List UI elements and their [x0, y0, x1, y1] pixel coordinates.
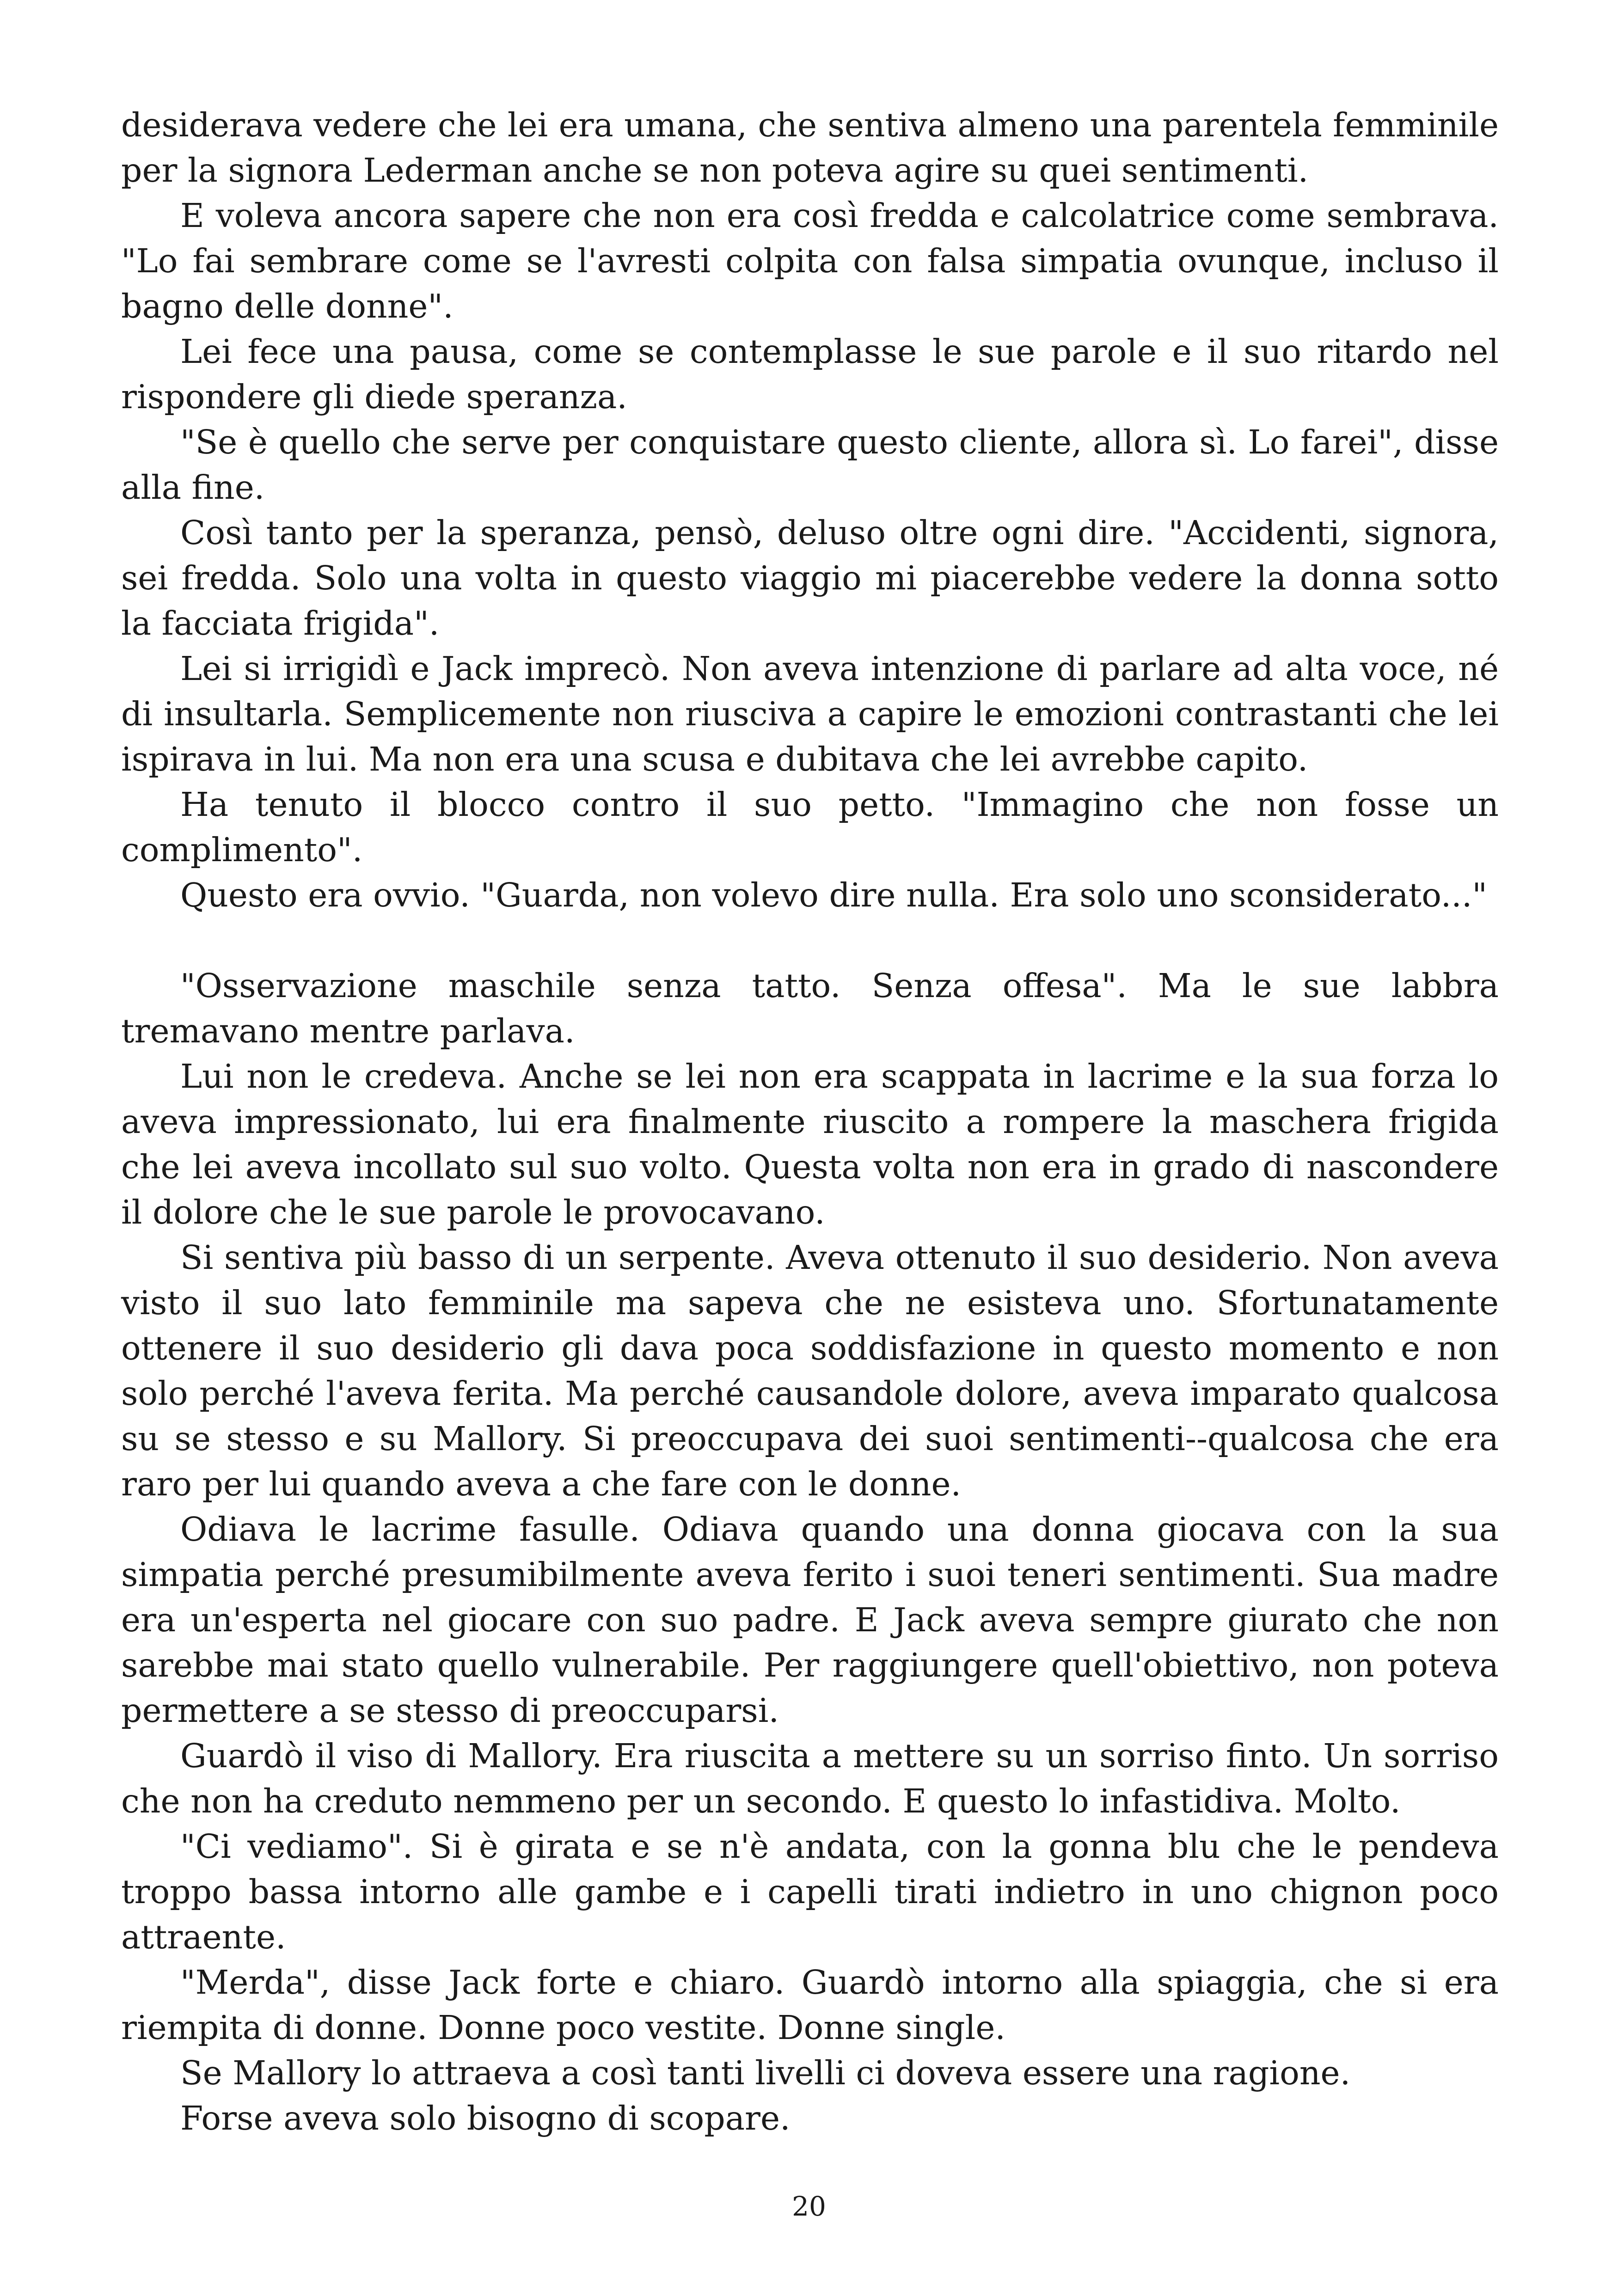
paragraph-continuation: desiderava vedere che lei era umana, che sentiva almeno una parentela femminile per la signora Lederman anche se non poteva agire su quei sentimenti. [121, 106, 1499, 190]
paragraph: E voleva ancora sapere che non era così fredda e calcolatrice come sembrava. "Lo fai sembrare come se l'avresti colpita con falsa simpatia ovunque, incluso il bagno delle donne". [121, 196, 1499, 325]
paragraph: Questo era ovvio. "Guarda, non volevo dire nulla. Era solo uno sconsiderato..." [180, 876, 1488, 914]
paragraph: Forse aveva solo bisogno di scopare. [180, 2099, 791, 2137]
paragraph: Lei si irrigidì e Jack imprecò. Non aveva intenzione di parlare ad alta voce, né di insultarla. Semplicemente non riusciva a capire le emozioni contrastanti che lei ispirava in lui. Ma non era una scusa e dubitava che lei avrebbe capito. [121, 649, 1499, 778]
paragraph: Odiava le lacrime fasulle. Odiava quando una donna giocava con la sua simpatia perché presumibilmente aveva ferito i suoi teneri sentimenti. Sua madre era un'esperta nel giocare con suo padre. E Jack aveva sempre giurato che non sarebbe mai stato quello vulnerabile. Per raggiungere quell'obiettivo, non poteva permettere a se stesso di preoccuparsi. [121, 1510, 1499, 1730]
paragraph: "Merda", disse Jack forte e chiaro. Guardò intorno alla spiaggia, che si era riempita di donne. Donne poco vestite. Donne single. [121, 1963, 1499, 2047]
paragraph: "Se è quello che serve per conquistare questo cliente, allora sì. Lo farei", disse alla fine. [121, 423, 1499, 507]
page-number: 20 [792, 2191, 826, 2222]
paragraph: "Osservazione maschile senza tatto. Senza offesa". Ma le sue labbra tremavano mentre parlava. [121, 967, 1499, 1050]
paragraph: Si sentiva più basso di un serpente. Aveva ottenuto il suo desiderio. Non aveva visto il suo lato femminile ma sapeva che ne esisteva uno. Sfortunatamente ottenere il suo desiderio gli dava poca soddisfazione in questo momento e non solo perché l'aveva ferita. Ma perché causandole dolore, aveva imparato qualcosa su se stesso e su Mallory. Si preoccupava dei suoi sentimenti--qualcosa che era raro per lui quando aveva a che fare con le donne. [121, 1238, 1499, 1503]
paragraph: Così tanto per la speranza, pensò, deluso oltre ogni dire. "Accidenti, signora, sei fredda. Solo una volta in questo viaggio mi piacerebbe vedere la donna sotto la facciata frigida". [121, 514, 1499, 643]
paragraph: Lei fece una pausa, come se contemplasse le sue parole e il suo ritardo nel rispondere gli diede speranza. [121, 332, 1499, 416]
paragraph: Ha tenuto il blocco contro il suo petto. "Immagino che non fosse un complimento". [121, 785, 1499, 869]
paragraph: Se Mallory lo attraeva a così tanti livelli ci doveva essere una ragione. [180, 2054, 1351, 2092]
paragraph: Lui non le credeva. Anche se lei non era scappata in lacrime e la sua forza lo aveva impressionato, lui era finalmente riuscito a rompere la maschera frigida che lei aveva incollato sul suo volto. Questa volta non era in grado di nascondere il dolore che le sue parole le provocavano. [121, 1057, 1499, 1231]
paragraph: Guardò il viso di Mallory. Era riuscita a mettere su un sorriso finto. Un sorriso che non ha creduto nemmeno per un secondo. E questo lo infastidiva. Molto. [121, 1737, 1499, 1820]
paragraph: "Ci vediamo". Si è girata e se n'è andata, con la gonna blu che le pendeva troppo bassa intorno alle gambe e i capelli tirati indietro in uno chignon poco attraente. [121, 1827, 1499, 1956]
body-text [121, 103, 1499, 2141]
